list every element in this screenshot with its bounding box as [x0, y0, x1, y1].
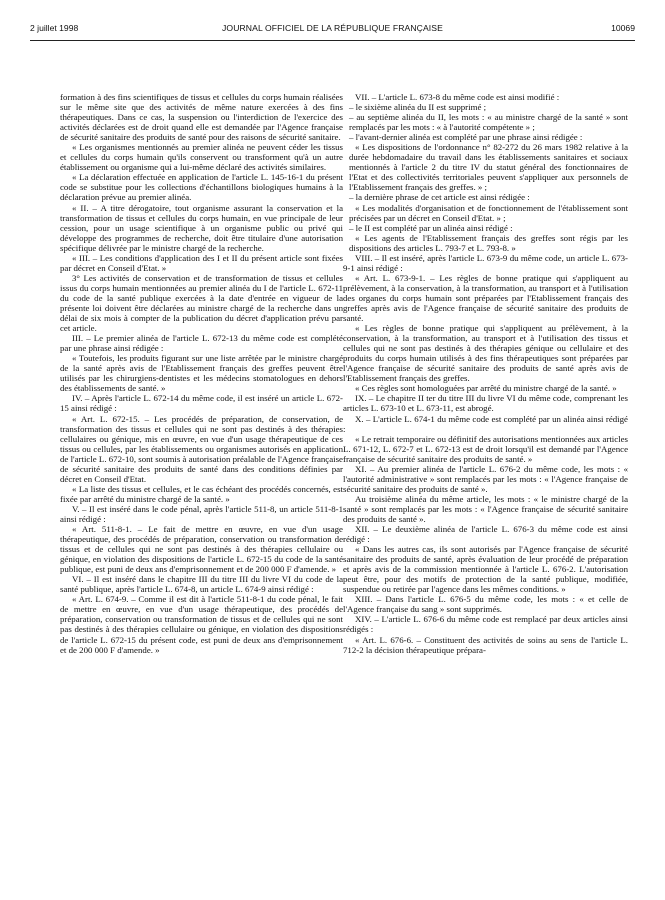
list-item: – la dernière phrase de cet article est ainsi rédigée :	[349, 192, 530, 203]
left-column	[60, 92, 343, 655]
paragraph: V. – Il est inséré dans le code pénal, après l'article 511-8, un article 511-8-1 ainsi rédigé :	[60, 503, 343, 524]
paragraph: « Art. 511-8-1. – Le fait de mettre en œuvre, en vue d'un usage thérapeutique, des procédés de préparation, conservation ou transformation de tissus et de cellules qui ne sont pas destinés à des thérapies cellulaire ou génique, en violation des dispositions de l'article L. 672-15 du code de la santé publique, est puni de deux ans d'emprisonnement et de 200 000 F d'amende. »	[60, 524, 343, 575]
paragraph: XI. – Au premier alinéa de l'article L. 676-2 du même code, les mots : « l'autorité administrative » sont remplacés par les mots : « l'Agence française de sécurité sanitaire des produits de santé ».	[343, 463, 628, 494]
paragraph: « III. – Les conditions d'application des I et II du présent article sont fixées par décret en Conseil d'Etat. »	[60, 252, 343, 273]
page-number: 10069	[611, 23, 635, 33]
paragraph: « Art. L. 673-9-1. – Les règles de bonne pratique qui s'appliquent au prélèvement, à la conservation, à la transformation, au transport et à l'utilisation des organes du corps humain sont préparées par l'Etablissement français des greffes après avis de l'Agence française de sécurité sanitaire des produits de santé.	[343, 272, 628, 324]
paragraph: Au troisième alinéa du même article, les mots : « le ministre chargé de la santé » sont remplacés par les mots : « l'Agence française de sécurité sanitaire des produits de santé ».	[343, 493, 628, 524]
paragraph: « II. – A titre dérogatoire, tout organisme assurant la conservation et la transformation de tissus et cellules du corps humain, en vue principale de leur cession, pour un usage scientifique à un organisme public ou privé qui développe des programmes de recherche, doit être titulaire d'une autorisation spécifique délivrée par le ministre chargé de la recherche.	[60, 202, 343, 253]
paragraph: XIV. – L'article L. 676-6 du même code est remplacé par deux articles ainsi rédigés :	[343, 614, 628, 635]
list-item: – le II est complété par un alinéa ainsi rédigé :	[349, 222, 513, 233]
paragraph: XII. – Le deuxième alinéa de l'article L. 676-3 du même code est ainsi rédigé :	[343, 524, 628, 545]
list-item: – l'avant-dernier alinéa est complété par une phrase ainsi rédigée :	[349, 132, 583, 143]
list-item: – le sixième alinéa du II est supprimé ;	[349, 102, 487, 113]
paragraph: VI. – Il est inséré dans le chapitre III du titre III du livre VI du code de la santé publique, après l'article L. 674-8, un article L. 674-9 ainsi rédigé :	[60, 574, 343, 595]
paragraph: « Dans les autres cas, ils sont autorisés par l'Agence française de sécurité sanitaire des produits de santé, après évaluation de leur procédé de préparation et après avis de la commission mentionnée à l'article L. 676-2. L'autorisation peut être, pour des motifs de protection de la santé publique, modifiée, suspendue ou retirée par l'agence dans les mêmes conditions. »	[343, 544, 628, 595]
paragraph: « La liste des tissus et cellules, et le cas échéant des procédés concernés, est fixée par arrêté du ministre chargé de la santé. »	[60, 483, 343, 504]
quoted-paragraph: « Les modalités d'organisation et de fonctionnement de l'établissement sont précisées par un décret en Conseil d'Etat. » ;	[349, 202, 628, 223]
paragraph: X. – L'article L. 674-1 du même code est complété par un alinéa ainsi rédigé :	[343, 413, 628, 434]
paragraph: III. – Le premier alinéa de l'article L. 672-13 du même code est complété par une phrase ainsi rédigée :	[60, 333, 343, 354]
paragraph: « Ces règles sont homologuées par arrêté du ministre chargé de la santé. »	[355, 383, 617, 394]
paragraph: « Art. L. 674-9. – Comme il est dit à l'article 511-8-1 du code pénal, le fait de mettre en œuvre, en vue d'un usage thérapeutique, des procédés de préparation, conservation ou transformation de tissus et de cellules qui ne sont pas destinés à des thérapies cellulaire ou génique, en violation des dispositions de l'article L. 672-15 du présent code, est puni de deux ans d'emprisonnement et de 200 000 F d'amende. »	[60, 594, 343, 655]
paragraph: IV. – Après l'article L. 672-14 du même code, il est inséré un article L. 672-15 ainsi rédigé :	[60, 393, 343, 414]
paragraph: VIII. – Il est inséré, après l'article L. 673-9 du même code, un article L. 673-9-1 ainsi rédigé :	[343, 252, 628, 273]
paragraph: « Le retrait temporaire ou définitif des autorisations mentionnées aux articles L. 671-12, L. 672-7 et L. 672-13 est de droit lorsqu'il est demandé par l'Agence française de sécurité sanitaire des produits de santé. »	[343, 433, 628, 464]
paragraph: « Les règles de bonne pratique qui s'appliquent au prélèvement, à la conservation, à la transformation, au transport et à l'utilisation des tissus et cellules qui ne sont pas destinés à des thérapies génique ou cellulaire et des produits du corps humain utilisés à des fins thérapeutiques sont préparées par l'Agence française de sécurité sanitaire des produits de santé après avis de l'Etablissement français des greffes.	[343, 323, 628, 384]
right-column	[343, 92, 628, 655]
paragraph: XIII. – Dans l'article L. 676-5 du même code, les mots : « et celle de l'Agence française du sang » sont supprimés.	[343, 594, 628, 615]
paragraph: « Art. L. 672-15. – Les procédés de préparation, de conservation, de transformation des tissus et cellules qui ne sont pas destinés à des thérapies cellulaires ou génique, mis en œuvre, en vue d'un usage thérapeutique de ces tissus ou cellules, par les établissements ou organismes autorisés en application de l'article L. 672-10, sont soumis à autorisation préalable de l'Agence française de sécurité sanitaire des produits de santé dans des conditions définies par décret en Conseil d'Etat.	[60, 413, 343, 484]
paragraph: « La déclaration effectuée en application de l'article L. 145-16-1 du présent code se substitue pour les collections d'échantillons biologiques humains à la déclaration prévue au premier alinéa.	[60, 172, 343, 203]
paragraph: « Les organismes mentionnés au premier alinéa ne peuvent céder les tissus et cellules du corps humain qu'ils conservent ou transforment qu'à un autre établissement ou organisme qui a lui-même déclaré des activités similaires.	[60, 142, 343, 173]
list-item: – au septième alinéa du II, les mots : « au ministre chargé de la santé » sont remplacés par les mots : « à l'autorité compétente » ;	[349, 112, 628, 133]
quoted-paragraph: « Les dispositions de l'ordonnance n° 82-272 du 26 mars 1982 relative à la durée hebdomadaire du travail dans les établissements sanitaires et sociaux mentionnés à l'article 2 du titre IV du statut général des fonctionnaires de l'Etat et des collectivités territoriales peuvent s'appliquer aux personnels de l'Etablissement français des greffes. » ;	[349, 142, 628, 193]
paragraph: « Art. L. 676-6. – Constituent des activités de soins au sens de l'article L. 712-2 la décision thérapeutique prépara-	[343, 634, 628, 655]
journal-title: JOURNAL OFFICIEL DE LA RÉPUBLIQUE FRANÇAISE	[222, 23, 443, 33]
paragraph: « Toutefois, les produits figurant sur une liste arrêtée par le ministre chargé de la santé après avis de l'Etablissement français des greffes peuvent être utilisés par les chirurgiens-dentistes et les médecins stomatologues en dehors des établissements de santé. »	[60, 353, 343, 394]
paragraph: formation à des fins scientifiques de tissus et cellules du corps humain réalisées sur le même site que des activités de même nature exercées à des fins thérapeutiques. Dans ce cas, la suspension ou l'interdiction de l'exercice des activités déclarées est de droit quand elle est demandée par l'Agence française de sécurité sanitaire des produits de santé pour des raisons de sécurité sanitaire.	[60, 92, 343, 143]
header-rule	[30, 40, 635, 41]
page-header	[30, 23, 635, 37]
paragraph: 3° Les activités de conservation et de transformation de tissus et cellules issus du corps humain mentionnées au premier alinéa du I de l'article L. 672-11 du code de la santé publique exercées à la date d'entrée en vigueur de la présente loi doivent être déclarées au ministre chargé de la recherche dans un délai de six mois à compter de la publication du décret d'application prévu par cet article.	[60, 272, 343, 334]
paragraph: IX. – Le chapitre II ter du titre III du livre VI du même code, comprenant les articles L. 673-10 et L. 673-11, est abrogé.	[343, 393, 628, 414]
quoted-paragraph: « Les agents de l'Etablissement français des greffes sont régis par les dispositions des articles L. 793-7 et L. 793-8. »	[349, 232, 628, 253]
publication-date: 2 juillet 1998	[30, 23, 79, 33]
paragraph: VII. – L'article L. 673-8 du même code est ainsi modifié :	[355, 92, 560, 102]
